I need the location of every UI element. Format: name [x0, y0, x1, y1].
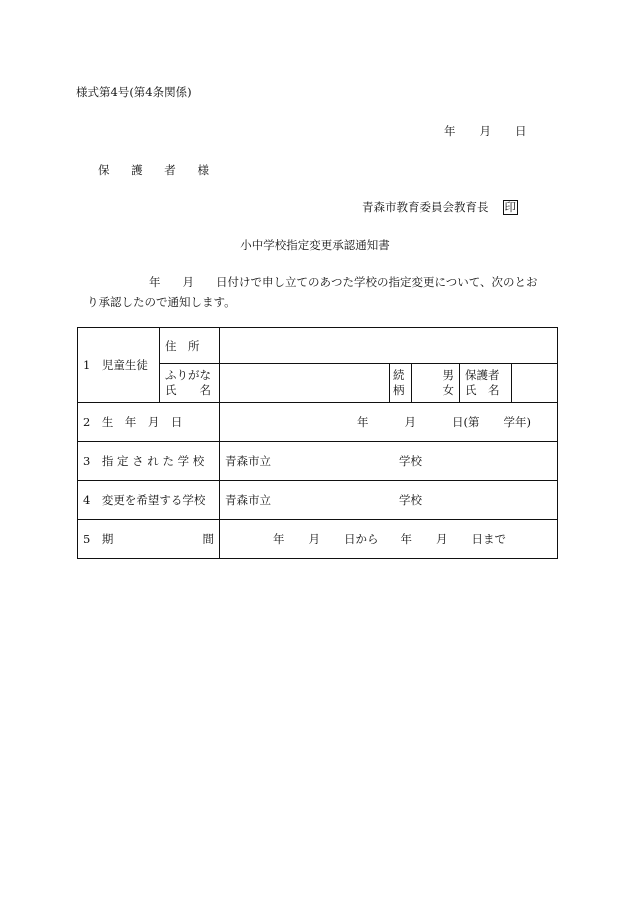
guardian-name-label: 保護者 氏 名: [460, 364, 512, 403]
desired-school-label: 4 変更を希望する学校: [78, 481, 220, 520]
student-name-field[interactable]: [220, 364, 390, 403]
body-line-2: り承認したので通知します。: [87, 295, 236, 309]
issue-date: [444, 123, 527, 139]
date-month-label: 月: [479, 124, 491, 138]
issuer-title: 青森市教育委員会教育長: [362, 200, 489, 214]
birthdate-label: 2 生 年 月 日: [78, 403, 220, 442]
period-field[interactable]: 年 月 日から 年 月 日まで: [220, 520, 558, 559]
recipient-guardian: 保 護 者 様: [98, 163, 218, 177]
body-line-1: [149, 274, 538, 290]
body-year: 年: [149, 275, 161, 289]
designated-school-field[interactable]: 青森市立 学校: [220, 442, 558, 481]
sex-field[interactable]: 男 女: [412, 364, 460, 403]
name-label: [160, 364, 220, 403]
period-label: 5 期 間: [78, 520, 220, 559]
designated-school-label: 3 指 定 さ れ た 学 校: [78, 442, 220, 481]
address-field[interactable]: [220, 328, 558, 364]
guardian-name-field[interactable]: [512, 364, 558, 403]
birthdate-field[interactable]: 年 月 日(第 学年): [220, 403, 558, 442]
body-month: 月: [182, 275, 194, 289]
seal-mark: 印: [504, 200, 516, 214]
furigana-label: ふりがな: [165, 368, 211, 382]
relation-label: 続 柄: [390, 364, 412, 403]
address-label: 住 所: [160, 328, 220, 364]
desired-school-field[interactable]: 青森市立 学校: [220, 481, 558, 520]
date-year-label: 年: [444, 124, 456, 138]
application-table: [77, 327, 558, 559]
form-number: 様式第4号(第4条関係): [76, 85, 192, 99]
student-label: 1 児童生徒: [78, 328, 160, 403]
issuer-line: [362, 199, 518, 215]
date-day-label: 日: [515, 124, 527, 138]
name-caption: 氏 名: [165, 383, 211, 397]
body-text: 日付けで申し立てのあつた学校の指定変更について、次のとお: [216, 275, 538, 289]
document-title: 小中学校指定変更承認通知書: [240, 238, 390, 252]
